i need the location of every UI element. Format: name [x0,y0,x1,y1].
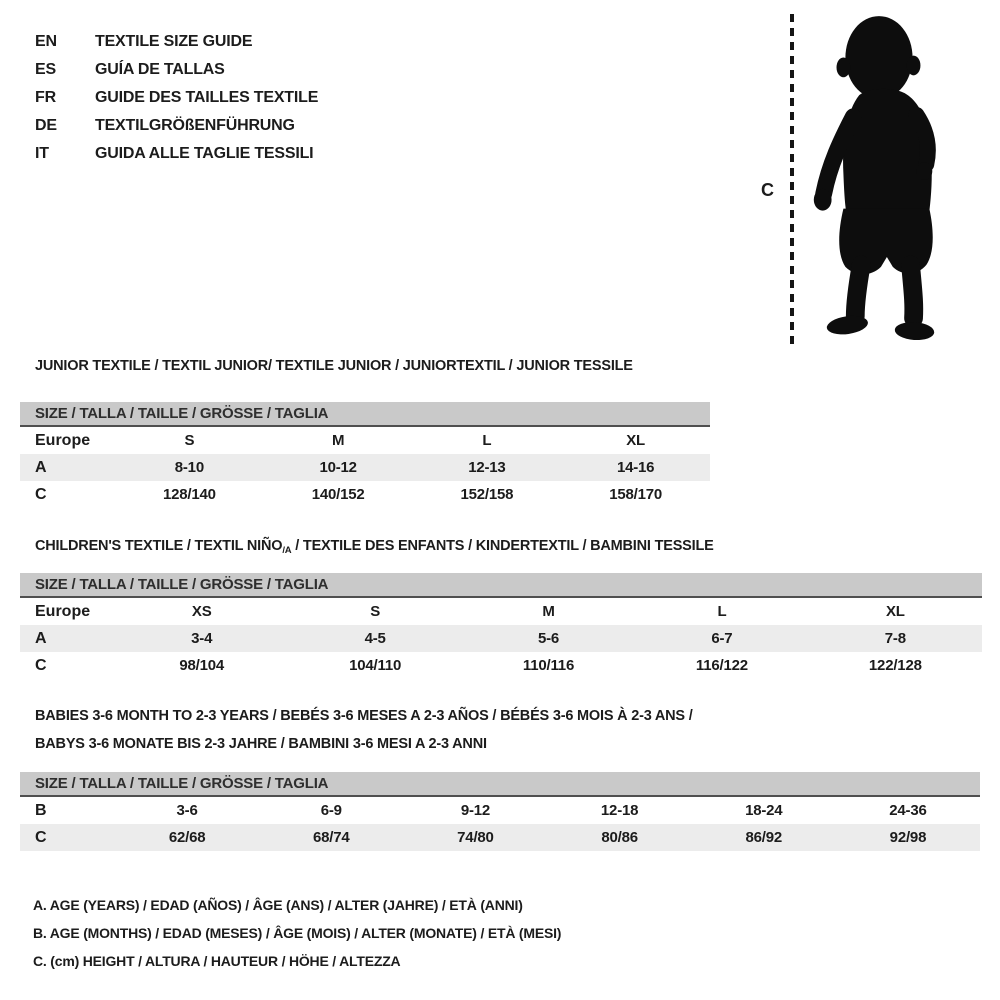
table-cell: XS [191,603,212,620]
table-cell: M [542,603,555,620]
language-title: GUÍA DE TALLAS [95,61,225,78]
table-cell: M [331,432,345,449]
table-row [20,625,982,652]
section-title-children [35,532,714,565]
title-text: /A [282,545,292,556]
table-row [20,454,710,481]
language-list [35,28,318,168]
footnote-legend [33,891,561,975]
table-row [20,598,982,625]
table-cell: 24-36 [889,802,927,819]
language-row [35,84,318,112]
table-header-bar: SIZE / TALLA / TAILLE / GRÖSSE / TAGLIA [20,772,980,797]
junior-size-table [20,402,710,508]
table-cell: XL [885,603,905,620]
table-cell: 140/152 [311,486,365,503]
table-cell: 9-12 [460,802,491,819]
section-title-babies [35,702,693,758]
footnote: A. AGE (YEARS) / EDAD (AÑOS) / ÂGE (ANS) / ALTER (JAHRE) / ETÀ (ANNI) [33,897,523,913]
table-header-bar: SIZE / TALLA / TAILLE / GRÖSSE / TAGLIA [20,402,710,427]
table-cell: 128/140 [162,486,216,503]
title-text: BABYS 3-6 MONATE BIS 2-3 JAHRE / BAMBINI 3-6 MESI A 2-3 ANNI [35,736,487,752]
title-text: CHILDREN'S TEXTILE / TEXTIL NIÑO [35,538,283,554]
table-header-bar: SIZE / TALLA / TAILLE / GRÖSSE / TAGLIA [20,573,982,598]
table-cell: L [482,432,492,449]
height-measure-line [790,14,794,346]
table-cell: 152/158 [460,486,514,503]
table-cell: L [717,603,727,620]
table-cell: 68/74 [312,829,350,846]
table-cell: 3-6 [176,802,198,819]
table-cell: 80/86 [601,829,638,846]
table-row [20,824,980,851]
footnote: B. AGE (MONTHS) / EDAD (MESES) / ÂGE (MOIS) / ALTER (MONATE) / ETÀ (MESI) [33,925,562,941]
height-label: C [761,180,774,200]
table-cell: XL [626,432,646,449]
table-cell: 4-5 [364,630,386,647]
section-title-line [35,352,633,380]
table-cell: 5-6 [537,630,560,647]
language-row [35,28,318,56]
table-cell: 104/110 [349,657,402,674]
table-cell: 158/170 [609,486,663,503]
children-size-table [20,573,982,679]
language-title: TEXTILGRÖßENFÜHRUNG [95,117,295,134]
title-text: / TEXTILE DES ENFANTS / KINDERTEXTIL / BAMBINI TESSILE [291,538,714,554]
section-title-line [35,702,693,730]
table-cell: 14-16 [616,459,655,476]
toddler-silhouette-icon [798,6,956,352]
row-label: Europe [35,602,91,620]
language-row [35,140,318,168]
language-title: TEXTILE SIZE GUIDE [95,33,253,50]
table-cell: 116/122 [695,657,748,674]
table-cell: 62/68 [168,829,206,846]
language-code: IT [35,145,49,162]
language-code: FR [35,89,56,106]
table-cell: 6-7 [711,630,733,647]
title-text: BABIES 3-6 MONTH TO 2-3 YEARS / BEBÉS 3-6 MESES A 2-3 AÑOS / BÉBÉS 3-6 MOIS À 2-3 ANS / [35,708,693,724]
table-cell: 86/92 [745,829,783,846]
table-cell: 74/80 [457,829,494,846]
table-row [20,797,980,824]
language-code: DE [35,117,57,134]
table-cell: S [370,603,381,620]
title-text: JUNIOR TEXTILE / TEXTIL JUNIOR/ TEXTILE JUNIOR / JUNIORTEXTIL / JUNIOR TESSILE [35,358,633,374]
table-cell: 12-13 [468,459,506,476]
table-cell: 10-12 [319,459,357,476]
table-row [20,481,710,508]
babies-size-table [20,772,980,851]
section-title-line [35,730,693,758]
language-code: EN [35,33,57,50]
table-cell: 3-4 [191,630,213,647]
section-title-line [35,532,714,565]
language-code: ES [35,61,56,78]
language-row [35,56,318,84]
row-label: A [35,458,47,476]
table-cell: 7-8 [884,630,906,647]
row-label: A [35,629,47,647]
table-cell: 12-18 [600,802,639,819]
language-title: GUIDE DES TAILLES TEXTILE [95,89,319,106]
row-label: C [35,656,47,674]
table-row [20,652,982,679]
footnote: C. (cm) HEIGHT / ALTURA / HAUTEUR / HÖHE / ALTEZZA [33,953,401,969]
table-cell: 18-24 [745,802,783,819]
row-label: C [35,828,47,846]
language-title: GUIDA ALLE TAGLIE TESSILI [95,145,314,162]
row-label: C [35,485,47,503]
table-row [20,427,710,454]
row-label: B [35,801,47,819]
section-title-junior [35,352,633,380]
language-row [35,112,318,140]
table-cell: 92/98 [889,829,927,846]
table-cell: 122/128 [868,657,922,674]
table-cell: 6-9 [320,802,342,819]
table-cell: 110/116 [522,657,575,674]
table-cell: S [184,432,195,449]
table-cell: 98/104 [179,657,225,674]
row-label: Europe [35,431,91,449]
table-cell: 8-10 [174,459,204,476]
